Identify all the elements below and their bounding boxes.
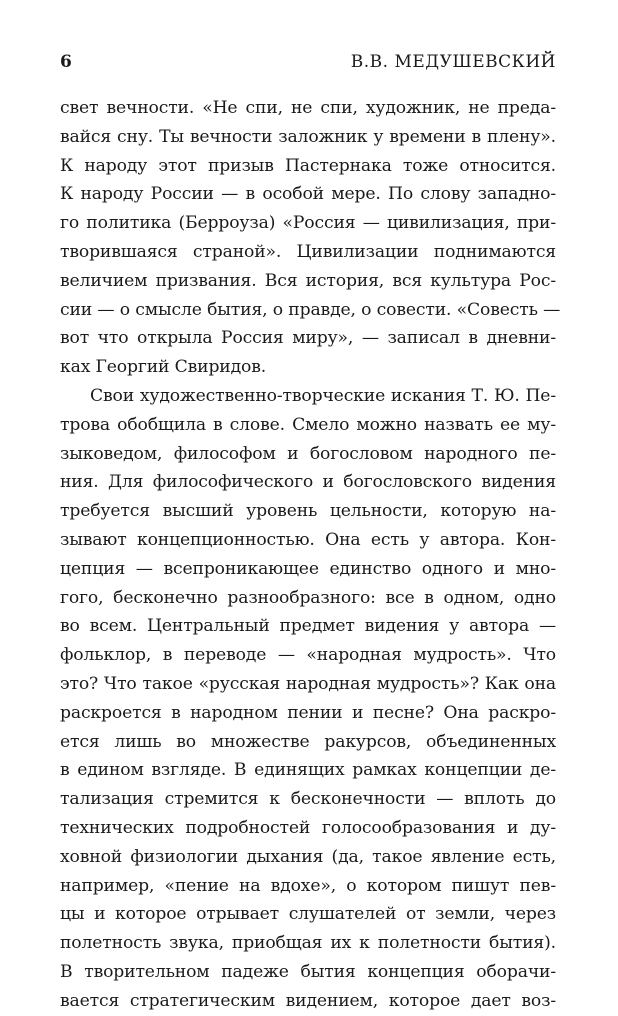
text-line: вот что открыла Россия миру», — записал в дневни-: [60, 328, 556, 349]
text-line: К народу этот призыв Пастернака тоже относится.: [60, 155, 556, 176]
text-line: тализация стремится к бесконечности — вплоть до: [60, 789, 556, 810]
text-line: го политика (Берроуза) «Россия — цивилизация, при-: [60, 213, 556, 234]
text-line: требуется высший уровень цельности, которую на-: [60, 501, 556, 522]
text-line: это? Что такое «русская народная мудрость»? Как она: [60, 673, 556, 694]
text-line: цепция — всепроникающее единство одного и мно-: [60, 558, 556, 579]
text-line: вается стратегическим видением, которое дает воз-: [60, 990, 556, 1011]
text-line: свет вечности. «Не спи, не спи, художник, не преда-: [60, 98, 556, 118]
text-line: трова обобщила в слове. Смело можно назвать ее му-: [60, 414, 556, 435]
body-text: [60, 94, 561, 1016]
text-line: ках Георгий Свиридов.: [60, 357, 267, 378]
text-line: зывают концепционностью. Она есть у автора. Кон-: [60, 529, 556, 550]
text-line: во всем. Центральный предмет видения у автора —: [60, 616, 556, 637]
text-line: гого, бесконечно разнообразного: все в одном, одно: [60, 587, 556, 608]
text-line: К народу России — в особой мере. По слову западно-: [60, 184, 556, 205]
text-line: в едином взгляде. В единящих рамках концепции де-: [60, 760, 556, 781]
text-line: технических подробностей голосообразования и ду-: [60, 817, 556, 838]
paragraph-1: [60, 94, 561, 382]
text-line: зыковедом, философом и богословом народного пе-: [60, 443, 556, 464]
text-line: полетность звука, приобщая их к полетности бытия).: [60, 933, 556, 954]
text-line: ния. Для философического и богословского видения: [60, 472, 556, 493]
text-line: вайся сну. Ты вечности заложник у времени в плену».: [60, 126, 556, 147]
page-number: 6: [60, 52, 72, 72]
text-line: творившаяся страной». Цивилизации поднимаются: [60, 241, 556, 262]
text-line: Свои художественно-творческие искания Т. Ю. Пе-: [90, 385, 556, 406]
running-title: В.В. МЕДУШЕВСКИЙ: [350, 52, 556, 72]
text-line: цы и которое отрывает слушателей от земли, через: [60, 904, 556, 925]
text-line: ховной физиологии дыхания (да, такое явление есть,: [60, 846, 556, 867]
text-line: раскроется в народном пении и песне? Она раскро-: [60, 702, 556, 723]
paragraph-2: [60, 382, 556, 1016]
text-line: величием призвания. Вся история, вся культура Рос-: [60, 270, 556, 291]
running-head: [60, 48, 556, 76]
text-line: фольклор, в переводе — «народная мудрость». Что: [60, 645, 556, 666]
text-line: сии — о смысле бытия, о правде, о совести. «Совесть —: [60, 299, 561, 320]
text-line: В творительном падеже бытия концепция оборачи-: [60, 961, 556, 982]
text-line: ется лишь во множестве ракурсов, объединенных: [60, 731, 556, 752]
text-line: например, «пение на вдохе», о котором пишут пев-: [60, 875, 556, 896]
